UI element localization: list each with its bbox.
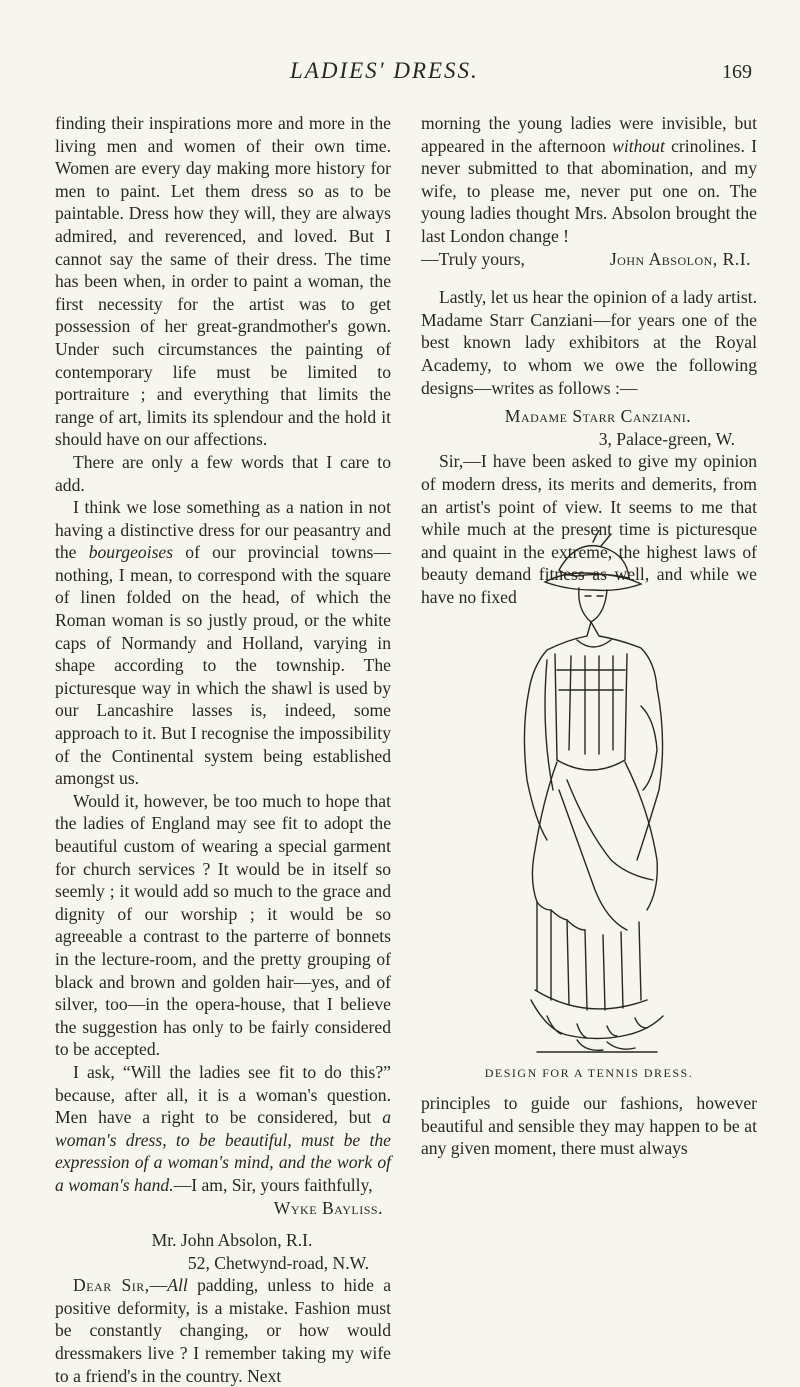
italic-text: without xyxy=(612,135,665,156)
running-title: LADIES' DRESS. xyxy=(290,58,479,83)
letter-address: 52, Chetwynd-road, N.W. xyxy=(187,1252,369,1273)
page-number: 169 xyxy=(722,61,752,83)
left-column xyxy=(55,112,391,1387)
page-header xyxy=(0,58,800,98)
paragraph: Dear Sir,—All padding, unless to hide a positive deformity, is a mistake. Fashion must be constantly changing, or how would dressmakers live ? I remember taking my wife to a friend's in the country. Next xyxy=(55,1275,392,1386)
letter-addressee: Mr. John Absolon, R.I. xyxy=(151,1230,313,1251)
salutation: Dear Sir, xyxy=(73,1275,150,1296)
figure-caption: DESIGN FOR A TENNIS DRESS. xyxy=(484,1066,694,1080)
signature: Wyke Bayliss. xyxy=(273,1197,383,1218)
dress-illustration-icon xyxy=(507,530,682,1060)
paragraph: I think we lose something as a nation in not having a distinctive dress for our peasantry and the bourgeoises of our provincial towns—nothing, I mean, to correspond with the square of linen folded on the head, of which the Roman woman is so justly proud, or the white caps of Normandy and Holland, varying in shape according to the township. The picturesque way in which the shawl is used by our Lancashire lasses is, indeed, some approach to it. But I recognise the impossibility of the Continental system being established amongst us. xyxy=(55,497,391,789)
paragraph: Lastly, let us hear the opinion of a lady artist. Madame Starr Canziani—for years one of the best known lady exhibitors at the Royal Academy, to whom we owe the following designs—writes as follows :— xyxy=(421,287,757,398)
italic-text: a woman's dress, to be beautiful, must be the expression of a woman's mind, and the work of a woman's hand. xyxy=(55,1107,391,1195)
paragraph: There are only a few words that I care to add. xyxy=(55,451,391,495)
signoff: —Truly yours, John Absolon, R.I. xyxy=(421,248,751,269)
paragraph: I ask, “Will the ladies see fit to do this?” because, after all, it is a woman's question. Men have a right to be considered, but a woman's dress, to be beautiful, must be the expression of a woman's mind, and the work of a woman's hand.—I am, Sir, yours faithfully, xyxy=(55,1061,391,1195)
italic-text: All xyxy=(167,1275,188,1296)
paragraph: principles to guide our fashions, however beautiful and sensible they may happen to be at any given moment, there must always xyxy=(421,1093,757,1159)
paragraph: morning the young ladies were invisible, but appeared in the afternoon without crinolines. I never submitted to that abomination, and my wife, to please me, never put one on. The young ladies thought Mrs. Absolon brought the last London change ! xyxy=(421,113,758,246)
letter-address: 3, Palace-green, W. xyxy=(598,428,735,449)
paragraph: finding their inspirations more and more in the living men and women of their own time. Women are every day making more history for men to paint. Let them dress so as to be paintable. Dress how they will, they are always admired, and reverenced, and loved. But I cannot say the same of their dress. The time has been when, in order to paint a woman, the first necessity for the artist was to get possession of her great-grandmother's gown. Under such circumstances the painting of contemporary life must be limited to portraiture ; and everything that limits the range of art, limits its splendour and the hold it should have on our affections. xyxy=(55,113,391,450)
right-column-continued xyxy=(421,1092,757,1160)
letter-sender: Madame Starr Canziani. xyxy=(504,406,692,427)
paragraph: Sir,—I have been asked to give my opinion of modern dress, its merits and demerits, from an artist's point of view. It seems to me that while much at the present time is picturesque and quaint in the extreme, the highest laws of beauty demand fitness as well, and while we have no fixed xyxy=(421,451,757,607)
italic-text: bourgeoises xyxy=(88,542,174,563)
illustration-tennis-dress xyxy=(421,530,757,810)
paragraph: Would it, however, be too much to hope that the ladies of England may see fit to adopt the beautiful custom of wearing a special garment for church services ? It would be in itself so seemly ; it would add so much to the grace and dignity of our worship ; it would be so agreeable a contrast to the parterre of bonnets in the lecture-room, and the pretty grouping of black and brown and golden hair—yes, and of silver, too—in the opera-house, that I believe the suggestion has only to be fairly considered to be accepted. xyxy=(55,790,391,1060)
